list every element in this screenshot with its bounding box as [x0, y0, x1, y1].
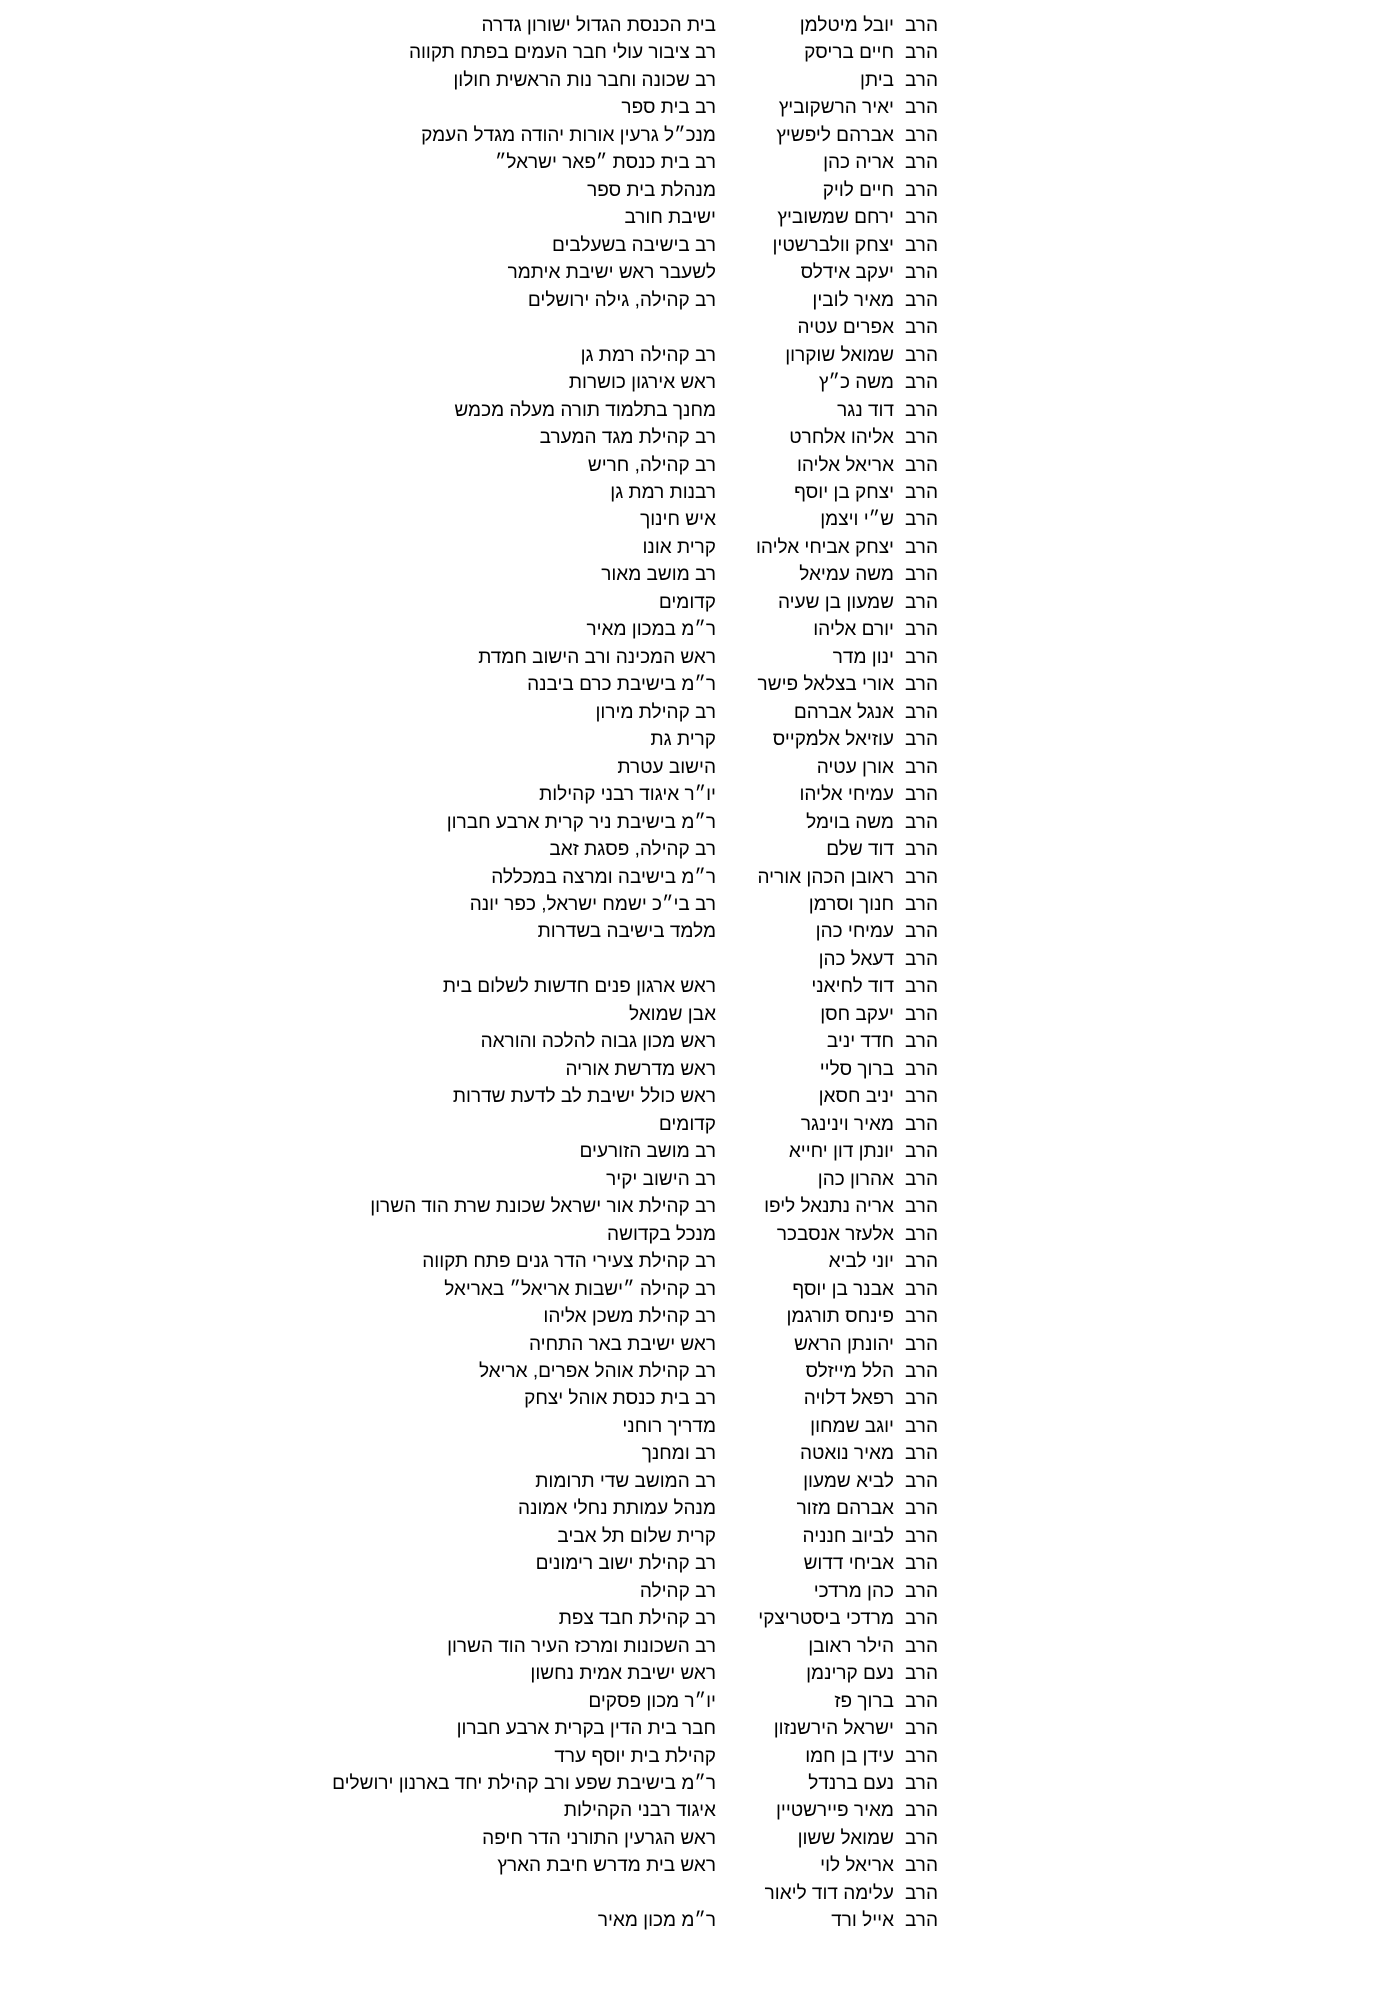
rabbi-title: הרב	[905, 976, 938, 998]
signatory-row	[332, 1358, 938, 1385]
signatory-name: אורי בצלאל פישר	[757, 674, 894, 696]
signatory-name: יניב חסאן	[818, 1086, 894, 1108]
rabbi-title: הרב	[905, 948, 938, 970]
rabbi-title: הרב	[905, 564, 938, 586]
signatory-affiliation: רב בית ספר	[621, 97, 716, 119]
signatory-name: לביא שמעון	[803, 1470, 894, 1492]
signatory-affiliation: הישוב עטרת	[617, 756, 716, 778]
signatory-affiliation: רב קהילה, פסגת זאב	[549, 839, 716, 861]
signatory-affiliation: רב השכונות ומרכז העיר הוד השרון	[447, 1635, 716, 1657]
signatory-row	[332, 1743, 938, 1770]
signatory-name: יעקב חסן	[820, 1003, 894, 1025]
signatory-affiliation: רב בית כנסת ״פאר ישראל״	[494, 152, 716, 174]
signatory-row	[332, 1468, 938, 1495]
signatory-affiliation: מדריך רוחני	[622, 1415, 716, 1437]
signatory-name: פינחס תורגמן	[786, 1306, 894, 1328]
rabbi-title: הרב	[905, 152, 938, 174]
signatory-affiliation: ר״מ בישיבת שפע ורב קהילת יחד בארנון ירושלים	[332, 1773, 716, 1794]
rabbi-title: הרב	[905, 619, 938, 641]
rabbi-title: הרב	[905, 646, 938, 668]
rabbi-title: הרב	[905, 427, 938, 449]
signatory-row	[332, 397, 938, 424]
signatory-row	[332, 891, 938, 918]
signatory-affiliation: רב מושב הזורעים	[579, 1141, 716, 1163]
signatory-row	[332, 1385, 938, 1412]
signatory-row	[332, 836, 938, 863]
signatory-row	[332, 1715, 938, 1742]
signatory-name: מאיר לובין	[812, 289, 894, 311]
signatory-name: אברהם מזור	[796, 1498, 894, 1520]
signatory-affiliation: רב קהילה, חריש	[587, 454, 716, 476]
rabbi-title: הרב	[905, 1141, 938, 1163]
rabbi-title: הרב	[905, 15, 938, 36]
rabbi-title: הרב	[905, 1635, 938, 1657]
signatory-name: חנוך וסרמן	[808, 894, 894, 915]
signatory-row	[332, 726, 938, 753]
signatory-row	[332, 754, 938, 781]
signatory-affiliation: רב קהילת אור ישראל שכונת שרת הוד השרון	[370, 1196, 716, 1218]
rabbi-title: הרב	[905, 1003, 938, 1025]
signatory-row	[332, 506, 938, 533]
signatory-row	[332, 314, 938, 341]
rabbi-title: הרב	[905, 729, 938, 751]
signatory-affiliation: מחנך בתלמוד תורה מעלה מכמש	[454, 399, 716, 421]
signatory-name: אביחי דדוש	[803, 1553, 894, 1575]
rabbi-title: הרב	[905, 1360, 938, 1382]
rabbi-title: הרב	[905, 1278, 938, 1300]
signatory-row	[332, 149, 938, 176]
signatory-affiliation: רב שכונה וחבר נות הראשית חולון	[453, 69, 716, 91]
rabbi-title: הרב	[905, 289, 938, 311]
signatory-affiliation: ראש ארגון פנים חדשות לשלום בית	[442, 976, 716, 998]
signatory-row	[332, 1907, 938, 1934]
signatory-affiliation: ראש ישיבת אמית נחשון	[530, 1663, 716, 1685]
signatory-row	[332, 204, 938, 231]
signatory-row	[332, 1578, 938, 1605]
signatory-row	[332, 644, 938, 671]
rabbi-title: הרב	[905, 1031, 938, 1053]
signatory-row	[332, 1248, 938, 1275]
signatory-affiliation: רב בישיבה בשעלבים	[551, 234, 716, 256]
signatory-row	[332, 1138, 938, 1165]
signatory-affiliation: לשעבר ראש ישיבת איתמר	[507, 262, 716, 284]
signatory-affiliation: רב קהילת צעירי הדר גנים פתח תקווה	[422, 1251, 716, 1273]
signatory-name: ברוך פז	[834, 1690, 894, 1712]
signatory-name: דוד לחיאני	[811, 976, 894, 998]
signatory-name: משה עמיאל	[799, 564, 894, 586]
rabbi-title: הרב	[905, 1333, 938, 1355]
signatory-affiliation: רב קהילה ״ישבות אריאל״ באריאל	[444, 1278, 716, 1300]
signatory-affiliation: קהילת בית יוסף ערד	[554, 1745, 716, 1767]
signatory-row	[332, 616, 938, 643]
signatory-name: דעאל כהן	[818, 948, 894, 970]
signatory-name: יעקב אידלס	[800, 262, 894, 284]
signatory-name: יובל מיטלמן	[799, 15, 894, 36]
rabbi-title: הרב	[905, 784, 938, 806]
signatory-affiliation: קדומים	[658, 591, 716, 613]
signatory-row	[332, 699, 938, 726]
signatory-affiliation: רב קהילת מגד המערב	[539, 427, 716, 449]
signatory-affiliation: ראש הגרעין התורני הדר חיפה	[482, 1827, 716, 1849]
signatory-row	[332, 671, 938, 698]
signatory-row	[332, 479, 938, 506]
rabbi-title: הרב	[905, 1663, 938, 1685]
rabbi-title: הרב	[905, 42, 938, 64]
signatory-row	[332, 1276, 938, 1303]
rabbi-title: הרב	[905, 69, 938, 91]
rabbi-title: הרב	[905, 1608, 938, 1630]
signatory-affiliation: ראש המכינה ורב הישוב חמדת	[478, 646, 716, 668]
signatory-name: יהונתן הראש	[794, 1333, 894, 1355]
signatory-name: יצחק וולברשטין	[772, 234, 894, 256]
signatory-affiliation: ראש כולל ישיבת לב לדעת שדרות	[452, 1086, 716, 1108]
rabbi-title: הרב	[905, 481, 938, 503]
signatory-affiliation: מנכ״ל גרעין אורות יהודה מגדל העמק	[421, 124, 716, 146]
signatory-affiliation: רב קהילה, גילה ירושלים	[527, 289, 716, 311]
rabbi-title: הרב	[905, 262, 938, 284]
signatory-affiliation: רב ציבור עולי חבר העמים בפתח תקווה	[408, 42, 716, 64]
signatory-name: אברהם ליפשיץ	[776, 124, 894, 146]
signatory-name: דוד שלם	[826, 839, 894, 861]
signatory-affiliation: רב הישוב יקיר	[606, 1168, 716, 1190]
signatory-name: הלל מייזלס	[805, 1360, 894, 1382]
signatory-row	[332, 1688, 938, 1715]
rabbi-title: הרב	[905, 1388, 938, 1410]
signatory-row	[332, 1028, 938, 1055]
signatory-name: שמואל שוקרון	[785, 344, 894, 366]
signatory-row	[332, 1440, 938, 1467]
signatory-row	[332, 1166, 938, 1193]
signatory-row	[332, 1770, 938, 1797]
signatory-row	[332, 94, 938, 121]
signatory-row	[332, 1001, 938, 1028]
signatory-name: אפרים עטיה	[797, 317, 894, 339]
signatory-row	[332, 287, 938, 314]
signatory-row	[332, 973, 938, 1000]
signatory-affiliation: רב בית כנסת אוהל יצחק	[524, 1388, 716, 1410]
signatory-name: עלימה דוד ליאור	[764, 1882, 894, 1904]
signatory-name: ישראל הירשנזון	[773, 1718, 894, 1740]
signatory-row	[332, 1797, 938, 1824]
signatory-row	[332, 1880, 938, 1907]
rabbi-title: הרב	[905, 1058, 938, 1080]
signatory-row	[332, 1523, 938, 1550]
signatory-name: יונתן דון יחייא	[788, 1141, 894, 1163]
signatory-row	[332, 1605, 938, 1632]
signatory-affiliation: רב קהילת חבד צפת	[558, 1608, 716, 1630]
rabbi-title: הרב	[905, 674, 938, 696]
signatory-name: אריה נתנאל ליפו	[764, 1196, 894, 1218]
rabbi-title: הרב	[905, 701, 938, 723]
rabbi-title: הרב	[905, 1306, 938, 1328]
rabbi-title: הרב	[905, 454, 938, 476]
signatory-name: עמיחי אליהו	[799, 784, 894, 806]
signatory-affiliation: קרית אונו	[642, 536, 716, 558]
signatory-affiliation: ראש מכון גבוה להלכה והוראה	[480, 1031, 716, 1053]
signatory-row	[332, 561, 938, 588]
rabbi-title: הרב	[905, 1910, 938, 1932]
signatory-affiliation: רב קהילת מירון	[595, 701, 716, 723]
signatory-row	[332, 67, 938, 94]
rabbi-title: הרב	[905, 179, 938, 201]
rabbi-title: הרב	[905, 866, 938, 888]
rabbi-title: הרב	[905, 1773, 938, 1794]
signatory-name: אלעזר אנסבכר	[776, 1223, 894, 1245]
signatory-affiliation: קדומים	[658, 1113, 716, 1135]
signatory-name: מאיר פיירשטיין	[775, 1800, 894, 1822]
signatory-row	[332, 1413, 938, 1440]
signatory-row	[332, 259, 938, 286]
rabbi-title: הרב	[905, 317, 938, 339]
rabbi-title: הרב	[905, 1251, 938, 1273]
signatory-row	[332, 452, 938, 479]
signatory-affiliation: רב בי״כ ישמח ישראל, כפר יונה	[469, 894, 716, 915]
signatory-row	[332, 1633, 938, 1660]
rabbi-title: הרב	[905, 839, 938, 861]
signatory-name: ינון מדר	[832, 646, 894, 668]
signatory-affiliation: יו״ר מכון פסקים	[588, 1690, 716, 1712]
signatory-name: חדד יניב	[826, 1031, 894, 1053]
signatory-name: יצחק בן יוסף	[794, 481, 894, 503]
signatory-row	[332, 342, 938, 369]
rabbi-title: הרב	[905, 1718, 938, 1740]
signatory-affiliation: ראש מדרשת אוריה	[565, 1058, 716, 1080]
rabbi-title: הרב	[905, 1525, 938, 1547]
rabbi-title: הרב	[905, 124, 938, 146]
rabbi-title: הרב	[905, 97, 938, 119]
signatory-name: עידן בן חמו	[805, 1745, 894, 1767]
signatory-row	[332, 122, 938, 149]
rabbi-title: הרב	[905, 1580, 938, 1602]
signatory-affiliation: ראש בית מדרש חיבת הארץ	[497, 1855, 716, 1877]
signatory-name: חיים בריסק	[804, 42, 894, 64]
signatory-name: לביוב חנניה	[802, 1525, 894, 1547]
rabbi-title: הרב	[905, 1882, 938, 1904]
signatory-row	[332, 1825, 938, 1852]
rabbi-title: הרב	[905, 1168, 938, 1190]
rabbi-title: הרב	[905, 894, 938, 915]
rabbi-title: הרב	[905, 509, 938, 531]
signatory-row	[332, 424, 938, 451]
signatory-affiliation: רב קהילה	[639, 1580, 716, 1602]
signatory-affiliation: ראש אירגון כושרות	[568, 372, 716, 394]
rabbi-title: הרב	[905, 591, 938, 613]
rabbi-title: הרב	[905, 1196, 938, 1218]
signatory-row	[332, 589, 938, 616]
signatory-name: שמואל ששון	[797, 1827, 894, 1849]
signatory-affiliation: רב קהילה רמת גן	[580, 344, 716, 366]
signatory-name: מאיר וינינגר	[800, 1113, 894, 1135]
signatory-affiliation: רבנות רמת גן	[610, 481, 716, 503]
rabbi-title: הרב	[905, 1223, 938, 1245]
signatory-row	[332, 809, 938, 836]
rabbi-title: הרב	[905, 1415, 938, 1437]
signatory-affiliation: ר״מ מכון מאיר	[597, 1910, 716, 1932]
signatory-name: אריאל אליהו	[796, 454, 894, 476]
signatory-affiliation: ישיבת חורב	[624, 207, 716, 229]
rabbi-title: הרב	[905, 1443, 938, 1465]
signatory-name: יוני לביא	[828, 1251, 894, 1273]
signatory-affiliation: מנכל בקדושה	[607, 1223, 716, 1245]
signatory-affiliation: יו״ר איגוד רבני קהילות	[539, 784, 716, 806]
signatory-name: מאיר נואטה	[799, 1443, 894, 1465]
rabbi-title: הרב	[905, 756, 938, 778]
signatory-affiliation: מנהלת בית ספר	[587, 179, 716, 201]
signatory-name: ביתן	[860, 69, 894, 91]
signatory-row	[332, 918, 938, 945]
signatory-affiliation: רב קהילת אוהל אפרים, אריאל	[478, 1360, 716, 1382]
signatory-row	[332, 232, 938, 259]
signatory-affiliation: רב קהילת ישוב רימונים	[535, 1553, 716, 1575]
signatory-affiliation: ר״מ בישיבת ניר קרית ארבע חברון	[446, 811, 716, 833]
rabbi-title: הרב	[905, 1470, 938, 1492]
signatory-affiliation: ר״מ במכון מאיר	[586, 619, 716, 641]
signatory-name: נעם קרינמן	[806, 1663, 894, 1685]
signatory-row	[332, 177, 938, 204]
rabbi-title: הרב	[905, 1745, 938, 1767]
rabbi-title: הרב	[905, 811, 938, 833]
signatory-affiliation: רב קהילת משכן אליהו	[543, 1306, 716, 1328]
signatory-name: ברוך סליי	[819, 1058, 894, 1080]
signatory-list	[332, 12, 938, 1935]
signatory-name: ירחם שמשוביץ	[777, 207, 894, 229]
signatory-name: אהרון כהן	[817, 1168, 894, 1190]
rabbi-title: הרב	[905, 1086, 938, 1108]
signatory-affiliation: איגוד רבני הקהילות	[563, 1800, 716, 1822]
rabbi-title: הרב	[905, 1498, 938, 1520]
rabbi-title: הרב	[905, 1553, 938, 1575]
signatory-name: משה כ״ץ	[818, 372, 894, 394]
signatory-name: אריה כהן	[823, 152, 894, 174]
rabbi-title: הרב	[905, 1855, 938, 1877]
signatory-name: ש״י ויצמן	[820, 509, 894, 531]
signatory-name: רפאל דלויה	[803, 1388, 894, 1410]
signatory-row	[332, 1056, 938, 1083]
signatory-name: דוד נגר	[837, 399, 894, 421]
signatory-row	[332, 534, 938, 561]
rabbi-title: הרב	[905, 1690, 938, 1712]
rabbi-title: הרב	[905, 921, 938, 943]
rabbi-title: הרב	[905, 234, 938, 256]
signatory-name: חיים לויק	[822, 179, 894, 201]
signatory-name: כהן מרדכי	[813, 1580, 894, 1602]
signatory-affiliation: מנהל עמותת נחלי אמונה	[518, 1498, 716, 1520]
signatory-affiliation: רב מושב מאור	[601, 564, 716, 586]
signatory-row	[332, 1193, 938, 1220]
rabbi-title: הרב	[905, 536, 938, 558]
signatory-name: ראובן הכהן אוריה	[757, 866, 894, 888]
signatory-affiliation: בית הכנסת הגדול ישורון גדרה	[481, 15, 716, 36]
signatory-affiliation: מלמד בישיבה בשדרות	[537, 921, 716, 943]
signatory-name: אבנר בן יוסף	[792, 1278, 894, 1300]
signatory-affiliation: חבר בית הדין בקרית ארבע חברון	[456, 1718, 716, 1740]
signatory-row	[332, 1550, 938, 1577]
signatory-affiliation: ראש ישיבת באר התחיה	[529, 1333, 716, 1355]
signatory-row	[332, 1083, 938, 1110]
signatory-affiliation: ר״מ בישיבה ומרצה במכללה	[491, 866, 716, 888]
signatory-name: יצחק אביחי אליהו	[755, 536, 894, 558]
signatory-row	[332, 369, 938, 396]
signatory-name: אייל ורד	[831, 1910, 894, 1932]
signatory-row	[332, 1852, 938, 1879]
rabbi-title: הרב	[905, 399, 938, 421]
signatory-name: עוזיאל אלמקייס	[772, 729, 894, 751]
signatory-name: נעם ברנדל	[808, 1773, 894, 1794]
rabbi-title: הרב	[905, 1800, 938, 1822]
signatory-affiliation: ר״מ בישיבת כרם ביבנה	[527, 674, 716, 696]
signatory-name: יאיר הרשקוביץ	[778, 97, 894, 119]
signatory-affiliation: רב המושב שדי תרומות	[535, 1470, 716, 1492]
signatory-name: יורם אליהו	[813, 619, 894, 641]
signatory-row	[332, 1221, 938, 1248]
signatory-affiliation: איש חינוך	[640, 509, 716, 531]
signatory-row	[332, 781, 938, 808]
signatory-row	[332, 1303, 938, 1330]
signatory-row	[332, 1331, 938, 1358]
rabbi-title: הרב	[905, 1827, 938, 1849]
rabbi-title: הרב	[905, 1113, 938, 1135]
signatory-affiliation: רב ומחנך	[641, 1443, 716, 1465]
signatory-row	[332, 864, 938, 891]
signatory-row	[332, 1111, 938, 1138]
signatory-row	[332, 946, 938, 973]
signatory-name: שמעון בן שעיה	[777, 591, 894, 613]
signatory-row	[332, 12, 938, 39]
signatory-name: עמיחי כהן	[815, 921, 894, 943]
signatory-row	[332, 1495, 938, 1522]
signatory-name: הילר ראובן	[808, 1635, 894, 1657]
signatory-name: אורן עטיה	[816, 756, 894, 778]
signatory-name: יוגב שמחון	[810, 1415, 894, 1437]
signatory-row	[332, 1660, 938, 1687]
signatory-affiliation: אבן שמואל	[629, 1003, 716, 1025]
signatory-affiliation: קרית שלום תל אביב	[557, 1525, 716, 1547]
signatory-row	[332, 39, 938, 66]
signatory-name: אנגל אברהם	[793, 701, 894, 723]
rabbi-title: הרב	[905, 372, 938, 394]
signatory-name: אליהו אלחרט	[789, 427, 894, 449]
rabbi-title: הרב	[905, 207, 938, 229]
signatory-name: מרדכי ביסטריצקי	[758, 1608, 894, 1630]
signatory-affiliation: קרית גת	[650, 729, 716, 751]
signatory-name: משה בוימל	[806, 811, 894, 833]
signatory-name: אריאל לוי	[820, 1855, 894, 1877]
rabbi-title: הרב	[905, 344, 938, 366]
